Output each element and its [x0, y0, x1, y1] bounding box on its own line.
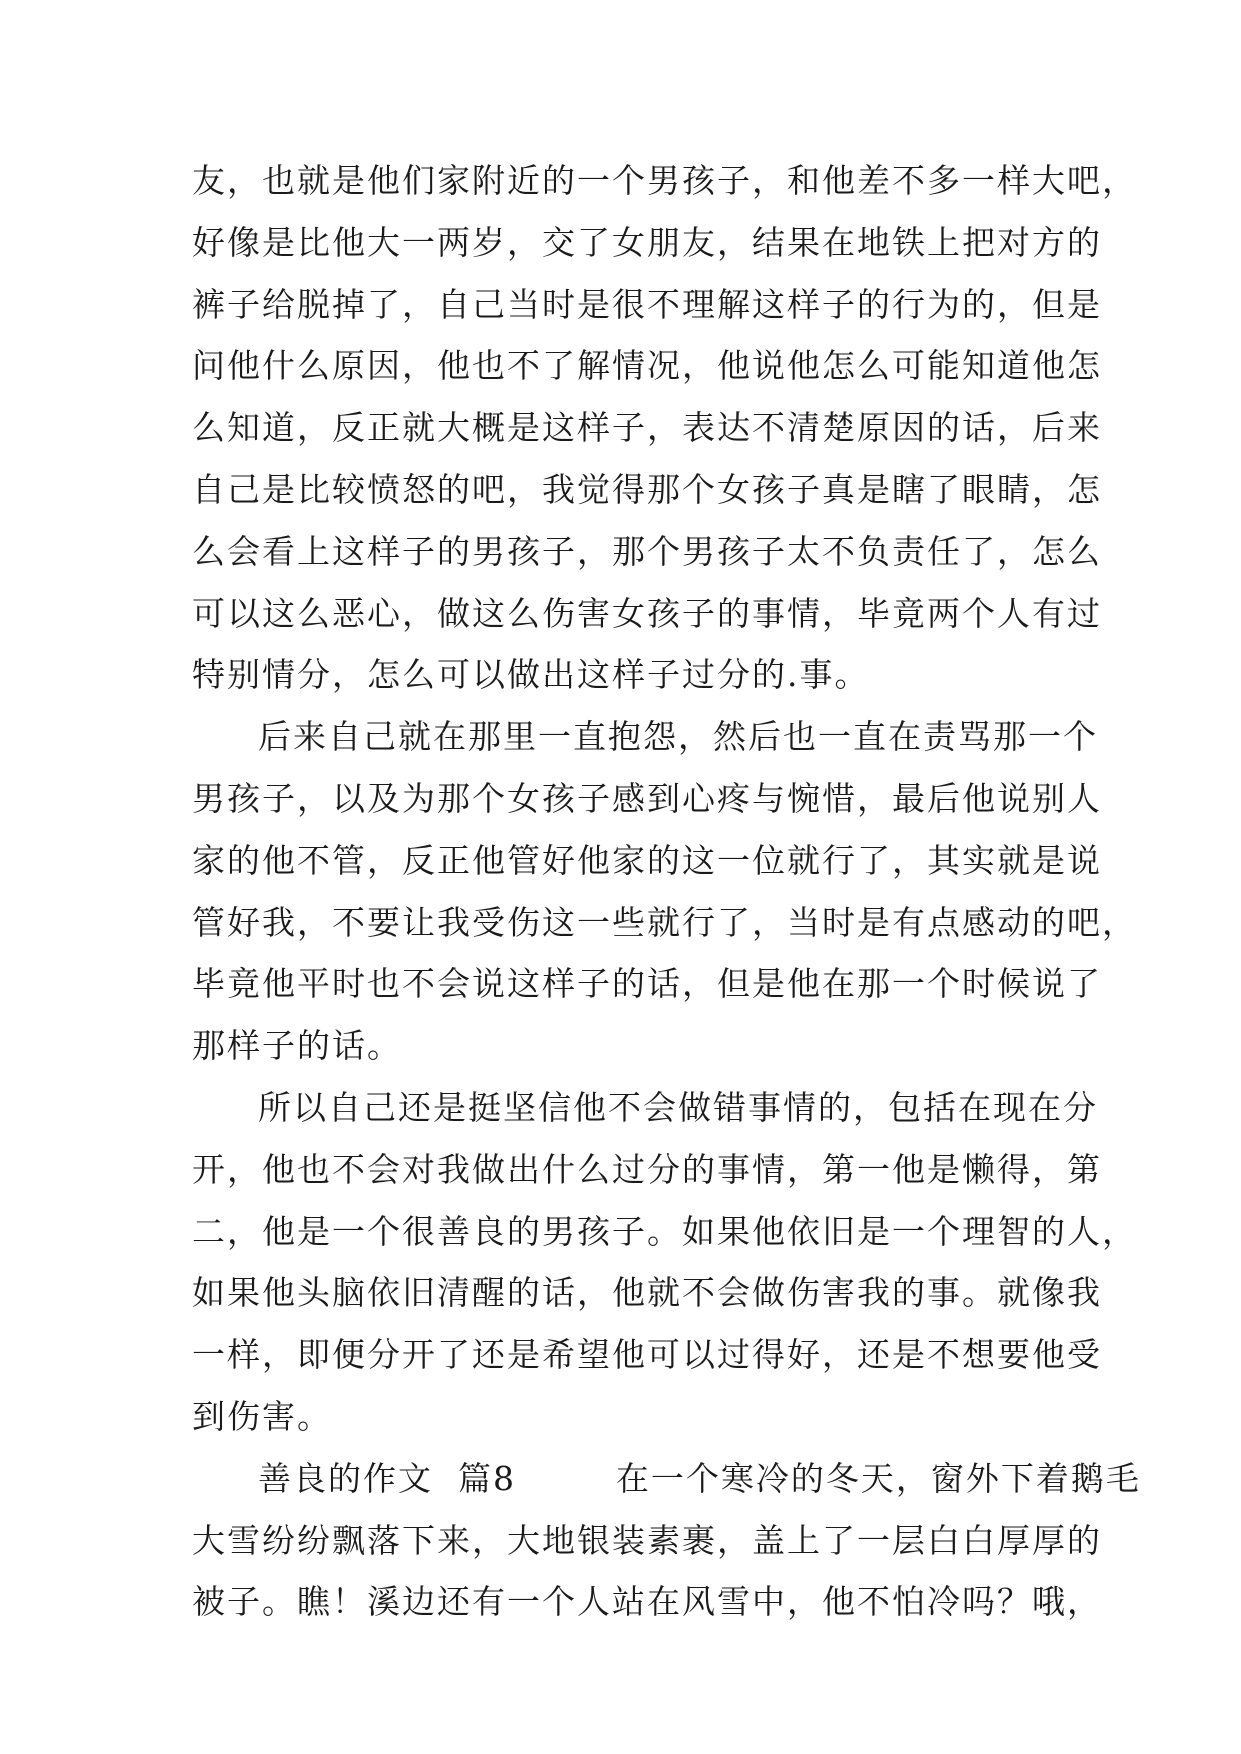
text-line: 么知道，反正就大概是这样子，表达不清楚原因的话，后来 [192, 408, 1102, 448]
text-line: 如果他头脑依旧清醒的话，他就不会做伤害我的事。就像我 [192, 1273, 1102, 1313]
text-line: 到伤害。 [192, 1396, 332, 1436]
text-line: 可以这么恶心，做这么伤害女孩子的事情，毕竟两个人有过 [192, 593, 1102, 633]
text-line: 那样子的话。 [192, 1026, 402, 1066]
text-line: 毕竟他平时也不会说这样子的话，但是他在那一个时候说了 [192, 964, 1102, 1004]
text-line: 友，也就是他们家附近的一个男孩子，和他差不多一样大吧， [192, 161, 1137, 200]
text-line: 开，他也不会对我做出什么过分的事情，第一他是懒得，第 [192, 1149, 1102, 1189]
text-line: 好像是比他大一两岁，交了女朋友，结果在地铁上把对方的 [192, 222, 1102, 262]
text-line: 裤子给脱掉了，自己当时是很不理解这样子的行为的，但是 [192, 284, 1102, 324]
text-line: 被子。瞧！溪边还有一个人站在风雪中，他不怕冷吗？哦， [192, 1582, 1102, 1622]
section-heading-line: 善良的作文 篇8 在一个寒冷的冬天，窗外下着鹅毛 [258, 1458, 1141, 1498]
text-line: 么会看上这样子的男孩子，那个男孩子太不负责任了，怎么 [192, 531, 1102, 571]
text-line: 所以自己还是挺坚信他不会做错事情的，包括在现在分 [258, 1087, 1098, 1127]
text-line: 一样，即便分开了还是希望他可以过得好，还是不想要他受 [192, 1335, 1102, 1375]
text-line: 后来自己就在那里一直抱怨，然后也一直在责骂那一个 [258, 717, 1098, 757]
text-line: 家的他不管，反正他管好他家的这一位就行了，其实就是说 [192, 840, 1102, 880]
text-line: 问他什么原因，他也不了解情况，他说他怎么可能知道他怎 [192, 346, 1102, 386]
text-line: 特别情分，怎么可以做出这样子过分的.事。 [192, 655, 870, 695]
text-line: 二，他是一个很善良的男孩子。如果他依旧是一个理智的人， [192, 1211, 1137, 1251]
text-line: 男孩子，以及为那个女孩子感到心疼与惋惜，最后他说别人 [192, 778, 1102, 818]
body-text [192, 150, 1141, 1633]
text-line: 大雪纷纷飘落下来，大地银装素裹，盖上了一层白白厚厚的 [192, 1520, 1102, 1560]
text-line: 自己是比较愤怒的吧，我觉得那个女孩子真是瞎了眼睛，怎 [192, 469, 1102, 509]
text-line: 管好我，不要让我受伤这一些就行了，当时是有点感动的吧， [192, 902, 1137, 942]
